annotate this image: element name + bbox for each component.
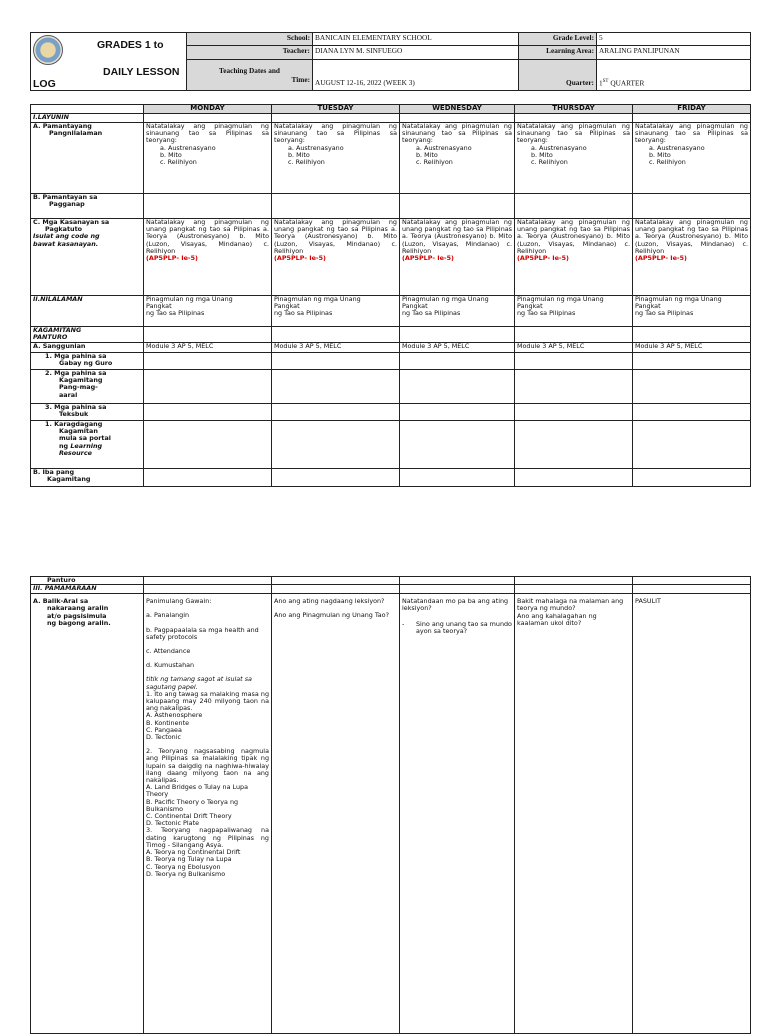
reference-cell: Module 3 AP 5, MELC (272, 343, 400, 353)
skill-cell (400, 219, 515, 296)
skill-code: (AP5PLP- Ie-5) (517, 254, 569, 263)
content-line: Pangkat (517, 302, 543, 311)
day-header: THURSDAY (515, 105, 633, 114)
reference-cell: Module 3 AP 5, MELC (144, 343, 272, 353)
content-line: Pinagmulan ng mga Unang (635, 295, 722, 303)
objective-cell (400, 123, 515, 194)
objective-item: c. Relihiyon (160, 158, 197, 167)
nilalaman-label: II.NILALAMAN (31, 296, 144, 327)
skill-text: Natatalakay ang pinagmulan ng unang pangkat ng tao sa Pilipinas a. Teorya (Austronesyano) b. Mito (Luzon, Visayas, Mindanao) c. Relihiyon (274, 218, 397, 255)
review-thursday-cell: Bakit mahalaga na malaman ang teorya ng mundo? Ano ang kahalagahan ng kaalaman ukol dito? (515, 594, 633, 1034)
pamamaraan-label: III. PAMAMARAAN (31, 585, 144, 594)
objective-text: Natatalakay ang pinagmulan ng sinaunang tao sa Pilipinas sa teoryang: (635, 122, 748, 145)
content-line: Pinagmulan ng mga Unang (274, 295, 361, 303)
objective-item: c. Relihiyon (416, 158, 453, 167)
panturo-label: Panturo (31, 577, 144, 585)
objective-item: b. Mito (416, 150, 438, 159)
content-line: Pangkat (274, 302, 300, 311)
lesson-grid-top (30, 104, 751, 487)
review-wednesday-cell: Natatandaan mo pa ba ang ating leksiyon? - Sino ang unang tao sa mundo ayon sa teorya? (400, 594, 515, 1034)
school-label: School: (187, 33, 313, 46)
content-line: ng Tao sa Pilipinas (635, 309, 694, 318)
objective-item: b. Mito (288, 150, 310, 159)
content-line: ng Tao sa Pilipinas (402, 309, 461, 318)
quarter-label: Quarter: (519, 60, 597, 91)
quarter-value: 1ST QUARTER (597, 60, 751, 91)
deped-seal-icon (33, 35, 63, 65)
content-line: Pinagmulan ng mga Unang (402, 295, 489, 303)
objective-cell (515, 123, 633, 194)
objective-item: b. Mito (649, 150, 671, 159)
skill-text: Natatalakay ang pinagmulan ng unang pangkat ng tao sa Pilipinas a. Teorya (Austronesyano) b. Mito (Luzon, Visayas, Mindanao) c. Relihiyon (635, 218, 748, 255)
objective-text: Natatalakay ang pinagmulan ng sinaunang tao sa Pilipinas sa teoryang: (402, 122, 512, 145)
dates-label (187, 60, 313, 91)
content-line: ng Tao sa Pilipinas (517, 309, 576, 318)
quiz-question-1: 1. Ito ang tawag sa malaking masa ng kalupaang may 240 milyong taon na ang nakalipas. (146, 689, 269, 713)
grade-level-label: Grade Level: (519, 33, 597, 46)
content-line: ng Tao sa Pilipinas (274, 309, 333, 318)
quiz-question-2: 2. Teoryang nagsasabing nagmula ang Pilipinas sa malalaking tipak ng lupain sa daigdig na naghiwa-hiwalay ilang daang milyong taon na ang nakalipas. (146, 747, 269, 785)
skill-cell (144, 219, 272, 296)
corner-cell (31, 105, 144, 114)
review-tuesday-cell: Ano ang ating nagdaang leksiyon? Ano ang Pinagmulan ng Unang Tao? (272, 594, 400, 1034)
pamantayang-pangnilalaman-label: A. Pamantayang Pangnilalaman (31, 123, 144, 194)
lesson-grid-bottom (30, 576, 751, 1034)
kagamitang-panturo-label: KAGAMITANG PANTURO (31, 327, 144, 343)
pamantayan-sa-pagganap-label: B. Pamantayan sa Pagganap (31, 194, 144, 219)
content-cell (515, 296, 633, 327)
objective-item: b. Mito (531, 150, 553, 159)
daily-lesson-title: DAILY LESSON (103, 66, 180, 78)
objective-item: c. Relihiyon (531, 158, 568, 167)
objective-cell (144, 123, 272, 194)
reference-cell: Module 3 AP 5, MELC (515, 343, 633, 353)
school-value: BANICAIN ELEMENTARY SCHOOL (313, 33, 519, 46)
content-line: Pangkat (402, 302, 428, 311)
skill-cell (272, 219, 400, 296)
objective-item: a. Austrenasyano (531, 143, 587, 152)
gabay-ng-guro-label: 1. Mga pahina sa Gabay ng Guro (31, 353, 144, 370)
teacher-value: DIANA LYN M. SINFUEGO (313, 46, 519, 60)
objective-text: Natatalakay ang pinagmulan ng sinaunang tao sa Pilipinas sa teoryang: (274, 122, 397, 145)
content-line: ng Tao sa Pilipinas (146, 309, 205, 318)
skill-code: (AP5PLP- Ie-5) (402, 254, 454, 263)
grades-title: GRADES 1 to (97, 39, 164, 51)
log-title: LOG (33, 78, 56, 90)
dates-value: AUGUST 12-16, 2022 (WEEK 3) (313, 60, 519, 91)
skill-text: Natatalakay ang pinagmulan ng unang pangkat ng tao sa Pilipinas a. Teorya (Austronesyano) b. Mito (Luzon, Visayas, Mindanao) c. Relihiyon (402, 218, 512, 255)
objective-item: c. Relihiyon (288, 158, 325, 167)
reference-cell: Module 3 AP 5, MELC (633, 343, 751, 353)
content-line: Pinagmulan ng mga Unang (517, 295, 604, 303)
objective-item: a. Austrenasyano (288, 143, 344, 152)
sanggunian-label: A. Sanggunian (31, 343, 144, 353)
content-cell (633, 296, 751, 327)
objective-cell (272, 123, 400, 194)
day-header: FRIDAY (633, 105, 751, 114)
day-header: MONDAY (144, 105, 272, 114)
skill-text: Natatalakay ang pinagmulan ng unang pangkat ng tao sa Pilipinas a. Teorya (Austronesyano) b. Mito (Luzon, Visayas, Mindanao) c. Relihiyon (517, 218, 630, 255)
objective-item: c. Relihiyon (649, 158, 686, 167)
content-line: Pangkat (635, 302, 661, 311)
content-line: Pinagmulan ng mga Unang (146, 295, 233, 303)
objective-cell (633, 123, 751, 194)
content-cell (144, 296, 272, 327)
content-line: Pangkat (146, 302, 172, 311)
teacher-label: Teacher: (187, 46, 313, 60)
day-header: WEDNESDAY (400, 105, 515, 114)
skill-cell (633, 219, 751, 296)
reference-cell: Module 3 AP 5, MELC (400, 343, 515, 353)
iba-pang-kagamitang-label: B. Iba pang Kagamitang (31, 469, 144, 487)
review-friday-cell: PASULIT (633, 594, 751, 1034)
karagdagang-kagamitan-label: 1. Karagdagang Kagamitan mula sa portal ng Learning Resource (31, 421, 144, 469)
learning-area-label: Learning Area: (519, 46, 597, 60)
objective-item: a. Austrenasyano (160, 143, 216, 152)
teksbuk-label: 3. Mga pahina sa Teksbuk (31, 404, 144, 421)
objective-item: a. Austrenasyano (649, 143, 705, 152)
skill-code: (AP5PLP- Ie-5) (635, 254, 687, 263)
kagamitang-pang-mag-aaral-label: 2. Mga pahina sa Kagamitang Pang-mag- aaral (31, 370, 144, 404)
content-cell (400, 296, 515, 327)
skill-code: (AP5PLP- Ie-5) (274, 254, 326, 263)
objective-item: a. Austrenasyano (416, 143, 472, 152)
skill-cell (515, 219, 633, 296)
layunin-label: I.LAYUNIN (31, 114, 144, 123)
skill-text: Natatalakay ang pinagmulan ng unang pangkat ng tao sa Pilipinas a. Teorya (Austronesyano) b. Mito (Luzon, Visayas, Mindanao) c. Relihiyon (146, 218, 269, 255)
quiz-question-3: 3. Teoryang nagpapaliwanag na dating karugtong ng Pilipinas ng Timog - Silangang Asya. (146, 826, 269, 849)
balik-aral-label: A. Balik-Aral sa nakaraang aralin at/o pagsisimula ng bagong aralin. (31, 594, 144, 1034)
header-title-cell (31, 33, 187, 91)
objective-text: Natatalakay ang pinagmulan ng sinaunang tao sa Pilipinas sa teoryang: (146, 122, 269, 145)
dates-label-line2: Time: (291, 75, 310, 84)
review-monday-cell: Panimulang Gawain: a. Panalangin b. Pagpapaalala sa mga health and safety protocols c. Attendance d. Kumustahan titik ng tamang sagot at isulat sa sagutang papel. 1. Ito ang tawag sa malaking masa ng kalupaang may 240 milyong taon na ang nakalipas. A. Asthenosphere B. Kontinente C. Pangaea D. Tectonic 2. Teoryang nagsasabing nagmula ang Pilipinas sa malalaking tipak ng lupain sa daigdig na naghiwa-hiwalay ilang daang milyong taon na ang nakalipas. A. Land Bridges o Tulay na Lupa Theory B. Pacific Theory o Teorya ng Bulkanismo C. Continental Drift Theory D. Tectonic Plate 3. Teoryang nagpapaliwanag na dating karugtong ng Pilipinas ng Timog - Silangang Asya. A. Teorya ng Continental Drift B. Teorya ng Tulay na Lupa C. Teorya ng Ebolusyon D. Teorya ng Bulkanismo (144, 594, 272, 1034)
learning-area-value: ARALING PANLIPUNAN (597, 46, 751, 60)
day-header: TUESDAY (272, 105, 400, 114)
objective-item: b. Mito (160, 150, 182, 159)
grade-level-value: 5 (597, 33, 751, 46)
skill-code: (AP5PLP- Ie-5) (146, 254, 198, 263)
content-cell (272, 296, 400, 327)
header-table (30, 32, 751, 91)
kasanayan-label: C. Mga Kasanayan sa Pagkatuto Isulat ang code ng bawat kasanayan. (31, 219, 144, 296)
objective-text: Natatalakay ang pinagmulan ng sinaunang tao sa Pilipinas sa teoryang: (517, 122, 630, 145)
dates-label-line1: Teaching Dates and (219, 66, 280, 75)
